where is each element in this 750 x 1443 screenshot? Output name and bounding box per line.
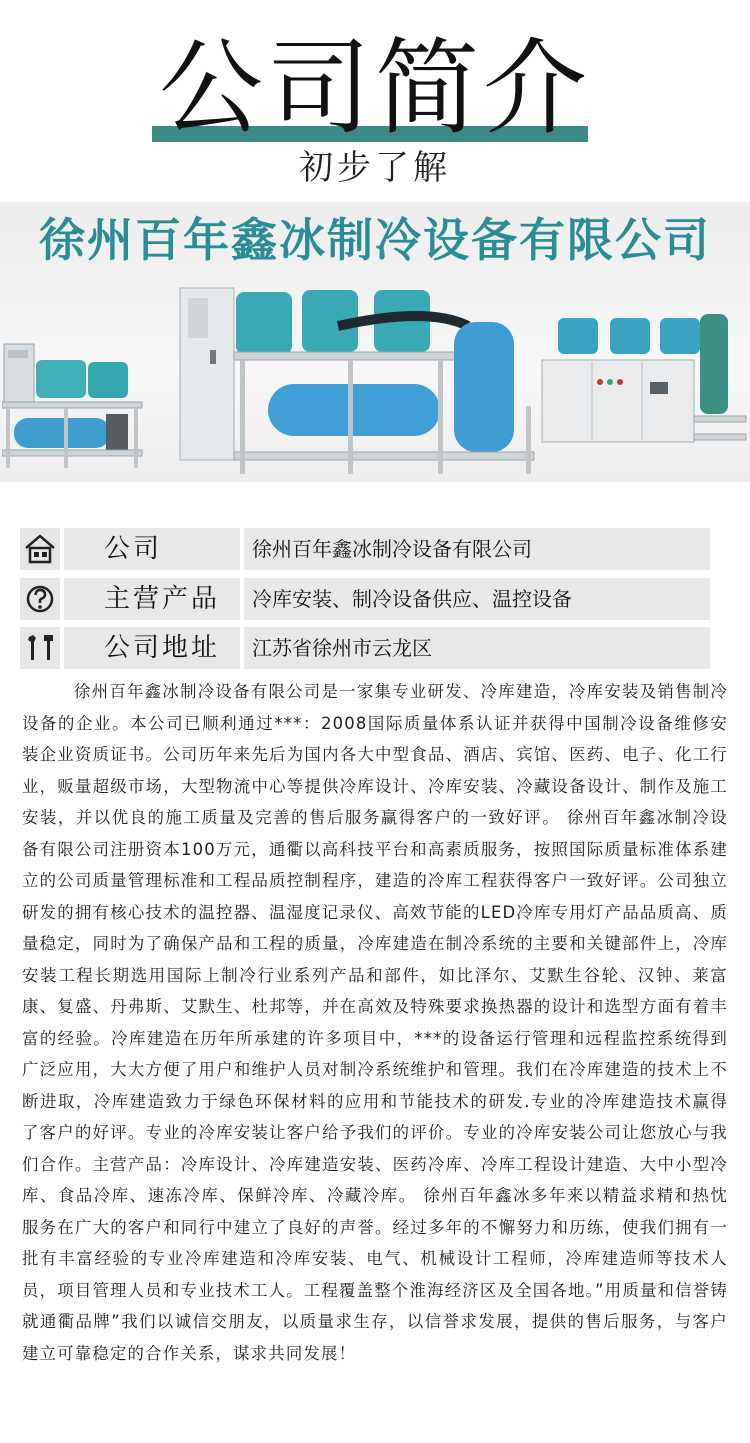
refrigeration-cabinet-unit-image	[540, 306, 750, 448]
refrigeration-rack-large-image	[178, 286, 540, 478]
company-description: 徐州百年鑫冰制冷设备有限公司是一家集专业研发、冷库建造，冷库安装及销售制冷设备的企业。本公司已顺利通过***：2008国际质量体系认证并获得中国制冷设备维修安装企业资质证书。公司历年来先后为国内各大中型食品、酒店、宾馆、医药、电子、化工行业，贩量超级市场，大型物流中心等提供冷库设计、冷库安装、冷藏设备设计、制作及施工安装，并以优良的施工质量及完善的售后服务赢得客户的一致好评。 徐州百年鑫冰制冷设备有限公司注册资本100万元，通衢以高科技平台和高素质服务，按照国际质量标准体系建立的公司质量管理标准和工程品质控制程序，建造的冷库工程获得客户一致好评。公司独立研发的拥有核心技术的温控器、温湿度记录仪、高效节能的LED冷库专用灯产品品质高、质量稳定，同时为了确保产品和工程的质量，冷库建造在制冷系统的主要和关键部件上，冷库安装工程长期选用国际上制冷行业系列产品和部件，如比泽尔、艾默生谷轮、汉钟、莱富康、复盛、丹弗斯、艾默生、杜邦等，并在高效及特殊要求换热器的设计和选型方面有着丰富的经验。冷库建造在历年所承建的许多项目中，***的设备运行管理和远程监控系统得到广泛应用，大大方便了用户和维护人员对制冷系统维护和管理。我们在冷库建造的技术上不断进取，冷库建造致力于绿色环保材料的应用和节能技术的研发.专业的冷库建造技术赢得了客户的好评。专业的冷库安装让客户给予我们的评价。专业的冷库安装公司让您放心与我们合作。主营产品：冷库设计、冷库建造安装、医药冷库、冷库工程设计建造、大中小型冷库、食品冷库、速冻冷库、保鲜冷库、冷藏冷库。 徐州百年鑫冰多年来以精益求精和热忱服务在广大的客户和同行中建立了良好的声誉。经过多年的不懈努力和历练，使我们拥有一批有丰富经验的专业冷库建造和冷库安装、电气、机械设计工程师，冷库建造师等技术人员，项目管理人员和专业技术工人。工程覆盖整个淮海经济区及全国各地。”用质量和信誉铸就通衢品牌”我们以诚信交朋友，以质量求生存，以信誉求发展，提供的售后服务，与客户建立可靠稳定的合作关系，谋求共同发展！	[22, 682, 728, 1363]
info-row-address	[20, 627, 710, 669]
info-label: 公司	[64, 528, 240, 570]
refrigeration-unit-small-image	[2, 340, 144, 474]
banner-company-name: 徐州百年鑫冰制冷设备有限公司	[39, 213, 711, 267]
tools-icon	[20, 627, 60, 669]
info-value: 江苏省徐州市云龙区	[244, 627, 710, 669]
product-banner	[0, 202, 750, 482]
question-circle-icon	[20, 578, 60, 620]
info-value: 徐州百年鑫冰制冷设备有限公司	[244, 528, 710, 570]
page-subtitle: 初步了解	[299, 148, 451, 188]
info-label: 公司地址	[64, 627, 240, 669]
page-title: 公司简介	[158, 27, 591, 149]
info-value: 冷库安装、制冷设备供应、温控设备	[244, 578, 710, 620]
house-icon	[20, 528, 60, 570]
info-row-products	[20, 578, 710, 620]
info-row-company	[20, 528, 710, 570]
info-label: 主营产品	[64, 578, 240, 620]
header-section	[0, 0, 750, 200]
